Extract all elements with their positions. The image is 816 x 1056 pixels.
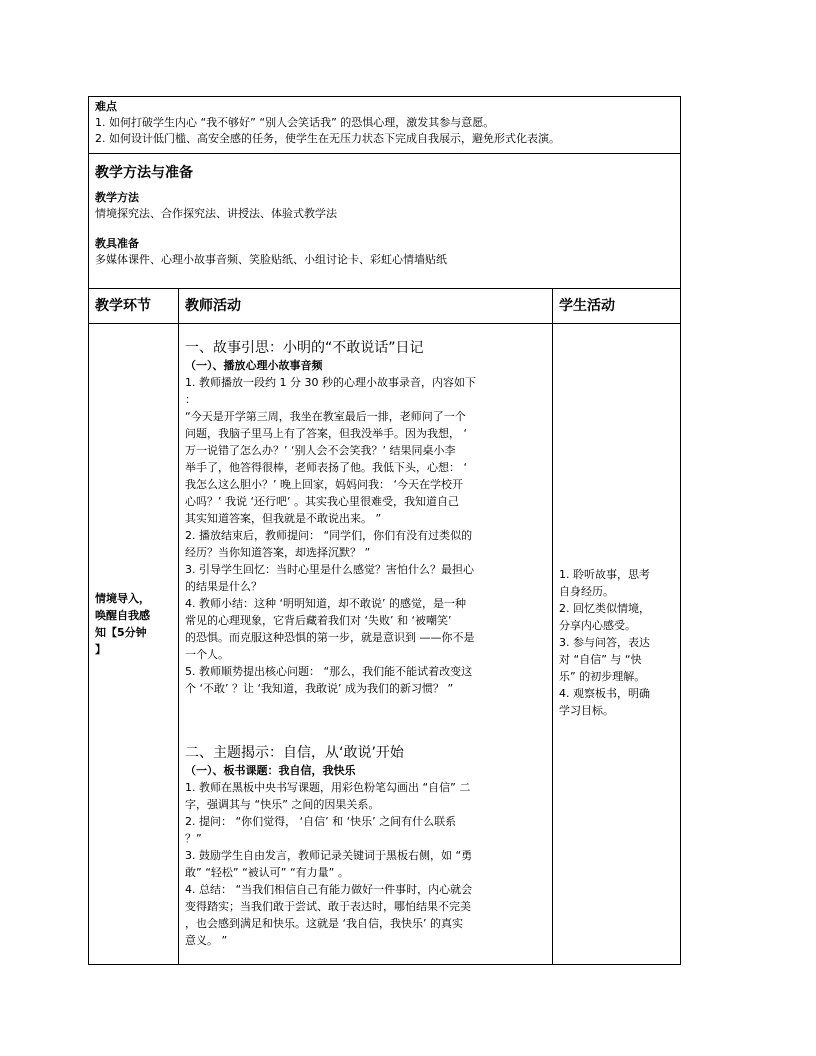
methods-text: 情境探究法、合作探究法、讲授法、体验式教学法 (95, 207, 337, 220)
part2-steps: 1. 教师在黑板中央书写课题，用彩色粉笔勾画出 “自信” 二 字，强调其与 “快乐” 之间的因果关系。 2. 提问： “你们觉得， ‘自信’ 和 ‘快乐’ 之间有什么联系 ？” 3. 鼓励学生自由发言，教师记录关键词于黑板右侧，如 “勇 敢” “轻松” “被认可” “有力量” 。 4. 总结： “当我们相信自己有能力做好一件事时，内心就会 变得踏实；当我们敢于尝试、敢于表达时，哪怕结果不完美 ，也会感到满足和快乐。这就是 ‘我自信，我快乐’ 的真实 意义。 ” (185, 781, 473, 947)
tools-text: 多媒体课件、心理小故事音频、笑脸贴纸、小组讨论卡、彩虹心情墙贴纸 (95, 253, 447, 266)
lesson-plan-table (88, 96, 681, 965)
header-teacher: 教师活动 (185, 298, 241, 314)
difficulties-row (89, 97, 681, 154)
student-activity-list: 1. 聆听故事，思考 自身经历。 2. 回忆类似情境， 分享内心感受。 3. 参与问答，表达 对 “自信” 与 “快 乐” 的初步理解。 4. 观察板书，明确 学习目标。 (559, 568, 650, 717)
methods-section-title: 教学方法与准备 (95, 165, 193, 181)
part2-heading: 二、主题揭示：自信，从‘敢说’开始 (185, 745, 404, 761)
stage-label: 情境导入， 唤醒自我感 知【5分钟 】 (95, 592, 150, 656)
part2-subheading: （一）、板书课题：我自信，我快乐 (185, 764, 356, 777)
activity-row (89, 324, 681, 965)
part1-heading: 一、故事引思：小明的“不敢说话”日记 (185, 340, 424, 356)
methods-row (89, 154, 681, 289)
difficulties-title: 难点 (95, 100, 117, 113)
lesson-plan-page (88, 96, 680, 965)
header-student: 学生活动 (559, 298, 615, 314)
difficulty-item-1: 1. 如何打破学生内心 “我不够好” “别人会笑话我” 的恐惧心理，激发其参与意愿。 (95, 116, 495, 129)
student-activity-cell (553, 324, 681, 965)
methods-subtitle: 教学方法 (95, 191, 139, 204)
part1-subheading: （一）、播放心理小故事音频 (185, 359, 323, 372)
table-header-row (89, 289, 681, 324)
tools-subtitle: 教具准备 (95, 237, 139, 250)
story-text: “今天是开学第三周，我坐在教室最后一排，老师问了一个 问题，我脑子里马上有了答案，但我没举手。因为我想， ‘ 万一说错了怎么办？’ ‘别人会不会笑我？’ 结果同桌小李 举手了，他答得很棒，老师表扬了他。我低下头，心想： ‘ 我怎么这么胆小？’ 晚上回家，妈妈问我： ‘今天在学校开 心吗？’ 我说 ‘还行吧’ 。其实我心里很难受，我知道自己 其实知道答案，但我就是不敢说出来。 ” (185, 410, 467, 525)
header-stage: 教学环节 (95, 298, 151, 314)
teacher-activity-cell: 一、故事引思：小明的“不敢说话”日记 （一）、播放心理小故事音频 1. 教师播放一段约 1 分 30 秒的心理小故事录音，内容如下 ： “今天是开学第三周，我坐在教室最后一排，老师问了一个 问题，我脑子里马上有了答案，但我没举手。因为我想， ‘ 万一说错了怎么办？’ ‘别人会不会笑我？’ 结果同桌小李 举手了，他答得很棒，老师表扬了他。我低下头，心想： ‘ 我怎么这么胆小？’ 晚上回家，妈妈问我： ‘今天在学校开 心吗？’ 我说 ‘还行吧’ 。其实我心里很难受，我知道自己 其实知道答案，但我就是不敢说出来。 ” 2. 播放结束后，教师提问： “同学们，你们有没有过类似的 经历？当你知道答案，却选择沉默？ ” 3. 引导学生回忆：当时心里是什么感觉？害怕什么？最担心 的结果是什么？ 4. 教师小结：这种 ‘明明知道，却不敢说’ 的感觉，是一种 常见的心理现象，它背后藏着我们对 ‘失败’ 和 ‘被嘲笑’ 的恐惧。而克服这种恐惧的第一步，就是意识到 ——你不是 一个人。 5. 教师顺势提出核心问题： “那么，我们能不能试着改变这 个 ‘不敢’ ？让 ‘我知道，我敢说’ 成为我们的新习惯？ ” 二、主题揭示：自信，从‘敢说’开始 （一）、板书课题：我自信，我快乐 1. 教师在黑板中央书写课题，用彩色粉笔勾画出 “自信” 二 字，强调其与 “快乐” 之间的因果关系。 2. 提问： “你们觉得， ‘自信’ 和 ‘快乐’ 之间有什么联系 ？” 3. 鼓励学生自由发言，教师记录关键词于黑板右侧，如 “勇 敢” “轻松” “被认可” “有力量” 。 4. 总结： “当我们相信自己有能力做好一件事时，内心就会 变得踏实；当我们敢于尝试、敢于表达时，哪怕结果不完美 ，也会感到满足和快乐。这就是 ‘我自信，我快乐’ 的真实 意义。 ” (179, 324, 553, 965)
part1-steps: 2. 播放结束后，教师提问： “同学们，你们有没有过类似的 经历？当你知道答案，却选择沉默？ ” 3. 引导学生回忆：当时心里是什么感觉？害怕什么？最担心 的结果是什么？ 4. 教师小结：这种 ‘明明知道，却不敢说’ 的感觉，是一种 常见的心理现象，它背后藏着我们对 ‘失败’ 和 ‘被嘲笑’ 的恐惧。而克服这种恐惧的第一步，就是意识到 ——你不是 一个人。 5. 教师顺势提出核心问题： “那么，我们能不能试着改变这 个 ‘不敢’ ？让 ‘我知道，我敢说’ 成为我们的新习惯？ ” (185, 529, 475, 695)
difficulty-item-2: 2. 如何设计低门槛、高安全感的任务，使学生在无压力状态下完成自我展示，避免形式化表演。 (95, 132, 560, 145)
